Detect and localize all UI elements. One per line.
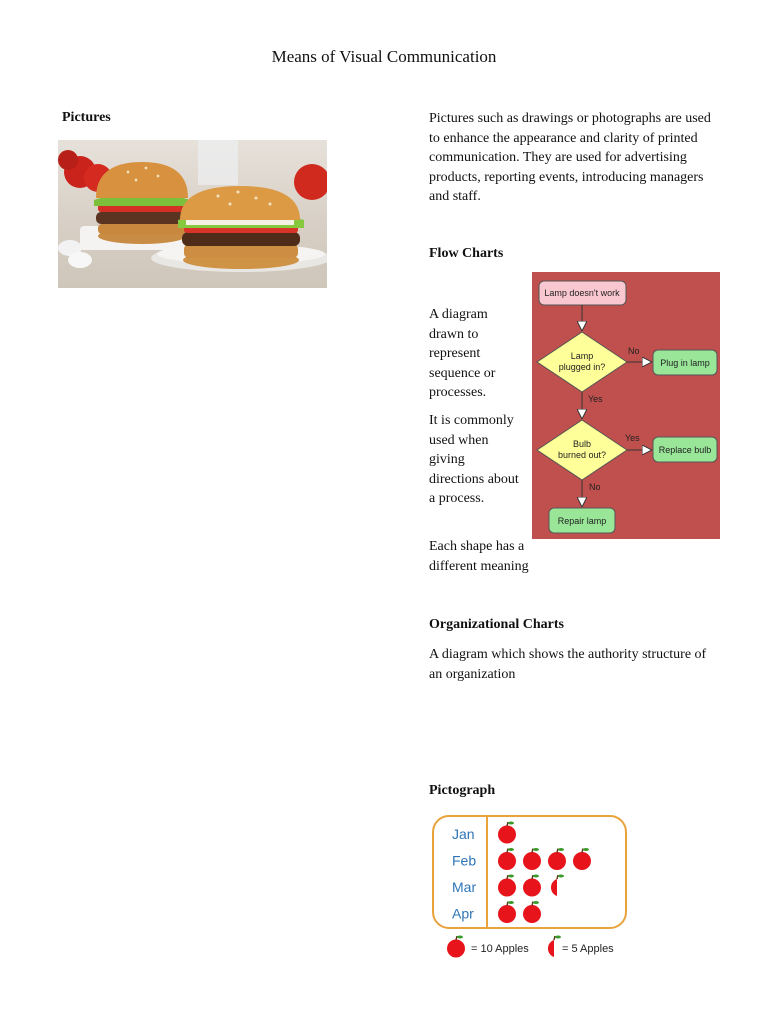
flow-charts-para-1: A diagram drawn to represent sequence or processes. — [429, 307, 496, 400]
flow-label-no: No — [628, 346, 640, 356]
pictograph-month-label: Apr — [452, 905, 474, 922]
pictograph — [430, 814, 630, 964]
flow-label-yes-2: Yes — [625, 433, 640, 443]
flow-charts-heading: Flow Charts — [429, 246, 504, 261]
svg-text:Repair lamp: Repair lamp — [557, 516, 607, 526]
org-charts-description: A diagram which shows the authority structure of an organization — [429, 647, 707, 682]
flow-charts-para-2: It is commonly used when giving directions about a process. — [429, 413, 519, 506]
flow-action-repair — [549, 508, 615, 533]
pictograph-month-label: Feb — [452, 852, 477, 869]
flow-decision-burned — [537, 420, 627, 480]
svg-text:Plug in lamp: Plug in lamp — [660, 358, 710, 368]
flow-charts-para-3: Each shape has a different meaning — [429, 539, 529, 574]
pictograph-month-label: Jan — [452, 826, 475, 842]
svg-text:Bulb: Bulb — [572, 439, 592, 449]
legend-full-label: = 10 Apples — [471, 943, 529, 955]
legend-apple-full-icon — [447, 936, 465, 958]
flow-start-box — [539, 281, 626, 305]
legend-half-label: = 5 Apples — [562, 943, 614, 955]
pictures-heading: Pictures — [62, 110, 111, 125]
org-charts-heading: Organizational Charts — [429, 617, 564, 632]
pictograph-legend — [447, 936, 614, 958]
pictograph-heading: Pictograph — [429, 783, 496, 798]
flowchart-diagram — [532, 272, 720, 539]
svg-text:burned out?: burned out? — [557, 450, 607, 460]
burger-photo — [58, 140, 327, 288]
pictures-description: Pictures such as drawings or photographs are used to enhance the appearance and clarity of printed communication. They are used for advertising products, reporting events, introducing managers and staff. — [429, 111, 711, 204]
pictograph-month-label: Mar — [452, 879, 477, 895]
flow-label-yes: Yes — [588, 394, 603, 404]
page-title: Means of Visual Communication — [271, 47, 497, 66]
burger-illustration — [58, 140, 327, 288]
svg-text:Lamp doesn't work: Lamp doesn't work — [544, 288, 620, 298]
svg-text:Lamp: Lamp — [570, 351, 594, 361]
flow-decision-plugged — [537, 332, 627, 392]
flow-action-replace-bulb — [653, 437, 717, 462]
svg-text:plugged in?: plugged in? — [558, 362, 606, 372]
flow-action-plug-in — [653, 350, 717, 375]
legend-apple-half-icon — [548, 936, 561, 958]
flow-label-no-2: No — [589, 482, 601, 492]
svg-text:Replace bulb: Replace bulb — [658, 445, 712, 455]
